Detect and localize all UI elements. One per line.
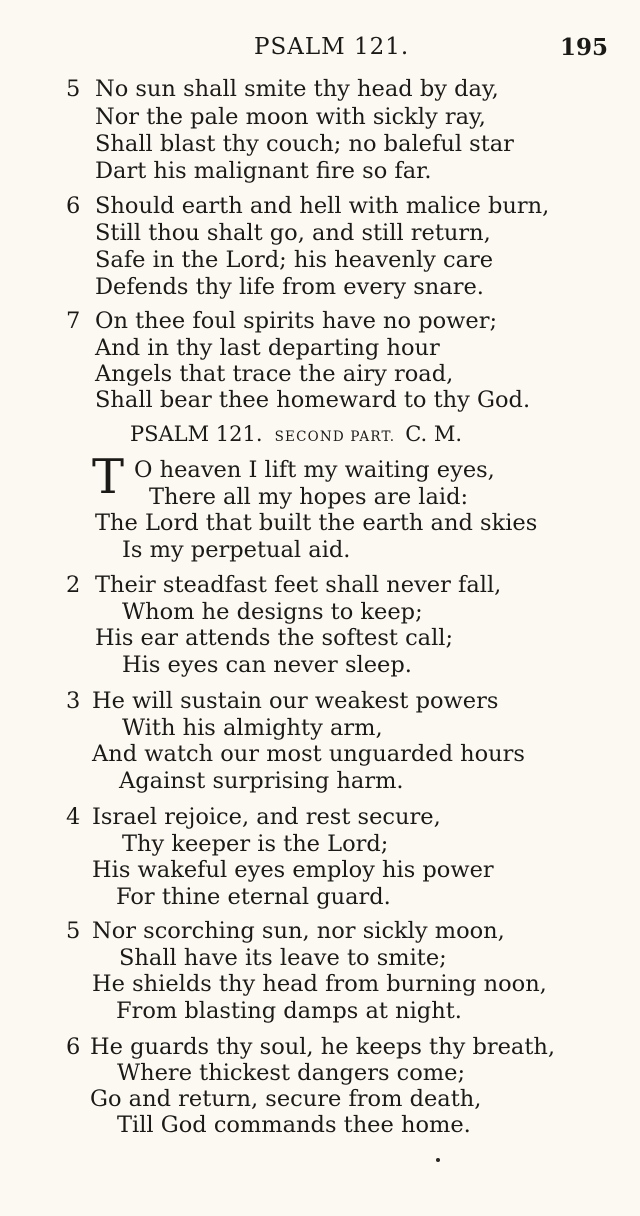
stanza-number: 7 — [66, 308, 81, 334]
verse-line: He guards thy soul, he keeps thy breath, — [90, 1034, 556, 1060]
stanza-number: 6 — [66, 1034, 81, 1060]
verse-line: From blasting damps at night. — [116, 998, 462, 1024]
verse-line: Go and return, secure from death, — [90, 1086, 482, 1112]
verse-line: Shall bear thee homeward to thy God. — [95, 387, 531, 413]
verse-line: Is my perpetual aid. — [122, 537, 351, 563]
meter-label: C. M. — [405, 422, 463, 446]
verse-line: On thee foul spirits have no power; — [95, 308, 498, 334]
page-header — [0, 34, 640, 68]
verse-line: His wakeful eyes employ his power — [92, 857, 494, 883]
verse-line: He will sustain our weakest powers — [92, 688, 499, 714]
verse-line: Till God commands thee home. — [117, 1112, 471, 1138]
page-number: 195 — [560, 34, 609, 61]
verse-line: No sun shall smite thy head by day, — [95, 76, 499, 102]
verse-line: Shall blast thy couch; no baleful star — [95, 131, 514, 157]
verse-line: For thine eternal guard. — [116, 884, 391, 910]
stanza-number: 5 — [66, 918, 81, 944]
verse-line: Where thickest dangers come; — [117, 1060, 466, 1086]
drop-cap: T — [92, 449, 125, 505]
verse-line: Should earth and hell with malice burn, — [95, 193, 550, 219]
verse-line: Safe in the Lord; his heavenly care — [95, 247, 494, 273]
stanza-number: 3 — [66, 688, 81, 714]
verse-line: Angels that trace the airy road, — [95, 361, 454, 387]
stanza-number: 2 — [66, 572, 81, 598]
stanza-number: 4 — [66, 804, 81, 830]
verse-line: He shields thy head from burning noon, — [92, 971, 547, 997]
stanza-number: 5 — [66, 76, 81, 102]
stanza-number: 6 — [66, 193, 81, 219]
running-title: PSALM 121. — [254, 34, 410, 60]
verse-line: Defends thy life from every snare. — [95, 274, 484, 300]
verse-line: O heaven I lift my waiting eyes, — [134, 457, 495, 483]
part-label: SECOND PART. — [274, 429, 396, 445]
verse-line: His ear attends the softest call; — [95, 625, 454, 651]
verse-line: Israel rejoice, and rest secure, — [92, 804, 441, 830]
verse-line: Shall have its leave to smite; — [119, 945, 447, 971]
verse-line: And watch our most unguarded hours — [92, 741, 525, 767]
verse-line: With his almighty arm, — [122, 715, 383, 741]
verse-line: Whom he designs to keep; — [122, 599, 423, 625]
verse-line: The Lord that built the earth and skies — [95, 510, 538, 536]
verse-line: Dart his malignant fire so far. — [95, 158, 432, 184]
verse-line: Nor scorching sun, nor sickly moon, — [92, 918, 505, 944]
verse-line: And in thy last departing hour — [95, 335, 440, 361]
verse-line: Against surprising harm. — [119, 768, 404, 794]
verse-line: Thy keeper is the Lord; — [122, 831, 389, 857]
verse-line: Still thou shalt go, and still return, — [95, 220, 491, 246]
verse-line: His eyes can never sleep. — [122, 652, 412, 678]
psalm-heading: PSALM 121. — [130, 422, 263, 446]
section-heading — [130, 422, 462, 446]
verse-line: Their steadfast feet shall never fall, — [95, 572, 502, 598]
ink-speck — [436, 1158, 440, 1162]
verse-line: Nor the pale moon with sickly ray, — [95, 104, 486, 130]
verse-line: There all my hopes are laid: — [149, 484, 469, 510]
